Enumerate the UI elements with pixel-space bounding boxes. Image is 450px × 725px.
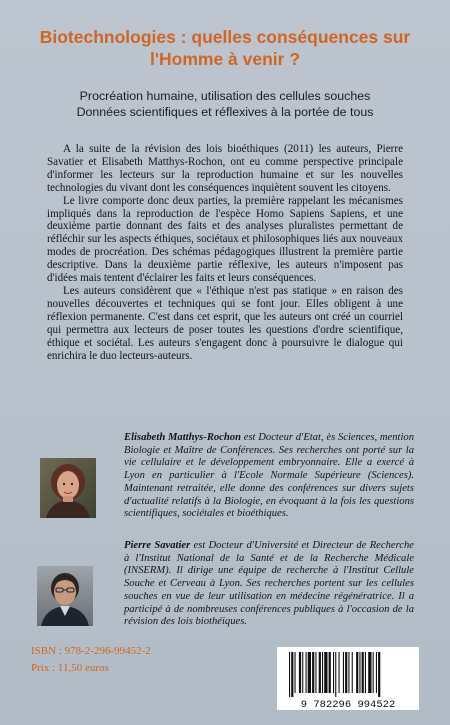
author-bio-1-text: est Docteur d'Etat, ès Sciences, mention Biologie et Maître de Conférences. Ses recherches ont porté sur la vie cellulaire et le développement embryonnaire. Elle a exercé à Lyon en particulier à l'Ecole Normale Supérieure (Sciences). Maintenant retraitée, elle donne des conférences sur divers sujets d'actualité relatifs à la Biologie, en évoquant à la fois les questions scientifiques, sociétales et bioéthiques. [124,432,414,520]
barcode-bar [345,652,347,693]
author-name-2: Pierre Savatier [124,540,191,551]
barcode-bar [322,652,323,693]
barcode-bar [308,652,311,693]
barcode-bar [306,652,307,693]
barcode-bar [333,652,334,693]
barcode-bar [373,652,374,693]
barcode-bar [291,652,293,697]
blurb-paragraph-3: Les auteurs considèrent que « l'éthique n'est pas statique » en raison des nouvelles découvertes et techniques qui se font jour. Elles obligent à une réflexion permanente. C'est dans cet esprit, que les auteurs ont créé un courriel qui permettra aux lecteurs de poser toutes les questions d'ordre scientifique, éthique et sociétal. Les auteurs s'engagent donc à poursuivre le dialogue qui enrichira le duo lecteurs-auteurs. [47,284,403,362]
barcode-bar [335,652,336,697]
barcode-bar [329,652,331,693]
blurb-paragraph-2: Le livre comporte donc deux parties, la première rappelant les mécanismes impliqués dans la reproduction de l'espèce Homo Sapiens Sapiens, et une deuxième partie donnant des faits et des analyses pluralistes permettant de réfléchir sur les aspects éthiques, sociétaux et philosophiques liés aux nouveaux modes de procréation. Des schémas pédagogiques illustrent la première partie descriptive. Dans la deuxième partie réflexive, les auteurs n'imposent pas d'idées mais tentent d'éclairer les faits et leurs conséquences. [47,194,403,285]
barcode-bar [289,652,290,697]
author-bio-2 [124,540,414,629]
book-title: Biotechnologies : quelles conséquences sur l'Homme à venir ? [39,27,411,69]
barcode-bar [359,652,360,693]
price-text: Prix : 11,50 euros [31,662,109,674]
barcode-bar [365,652,366,693]
barcode-bar [295,652,296,693]
portrait-photo-man [37,566,93,626]
barcode-bar [376,652,377,693]
barcode-bar [348,652,349,693]
blurb-paragraph-1: A la suite de la révision des lois bioéthiques (2011) les auteurs, Pierre Savatier et Elisabeth Matthys-Rochon, ont eu comme perspective principale d'informer les lecteurs sur la reproduction humaine et sur les nouvelles technologies du vivant dont les conséquences inquiètent souvent les citoyens. [47,143,403,194]
barcode-icon [277,647,419,710]
blurb [47,143,403,362]
portrait-photo-woman [40,458,96,518]
isbn-text: ISBN : 978-2-296-99452-2 [31,645,151,657]
barcode-bar [315,652,316,693]
subtitle-line-2: Données scientifiques et réflexives à la portée de tous [76,105,374,119]
barcode-bar [352,652,353,693]
barcode-number: 9 782296 994522 [300,699,396,710]
barcode-bar [368,652,371,693]
barcode [277,647,419,710]
barcode-bar [324,652,327,693]
barcode-bar [312,652,314,693]
barcode-bar [302,652,303,693]
barcode-bar [319,652,321,693]
subtitle-line-1: Procréation humaine, utilisation des cellules souches [79,89,371,103]
barcode-bar [339,652,340,693]
barcode-bar [356,652,358,693]
book-subtitle [20,88,430,120]
barcode-bar [343,652,344,693]
author-name-1: Elisabeth Matthys-Rochon [124,432,241,443]
author-bio-1 [124,432,414,521]
barcode-bar [378,652,380,697]
barcode-bar [362,652,364,693]
barcode-bar [299,652,301,693]
author-bio-2-text: est Docteur d'Université et Directeur de Recherche à l'Institut National de la Santé et de la Recherche Médicale (INSERM). Il dirige une équipe de recherche à l'Institut Cellule Souche et Cerveau à Lyon. Ses recherches portent sur les cellules souches en vue de leur utilisation en médecine régénératrice. Il a participé à de nombreuses conférences publiques à l'occasion de la révision des lois biothéiques. [124,540,414,628]
